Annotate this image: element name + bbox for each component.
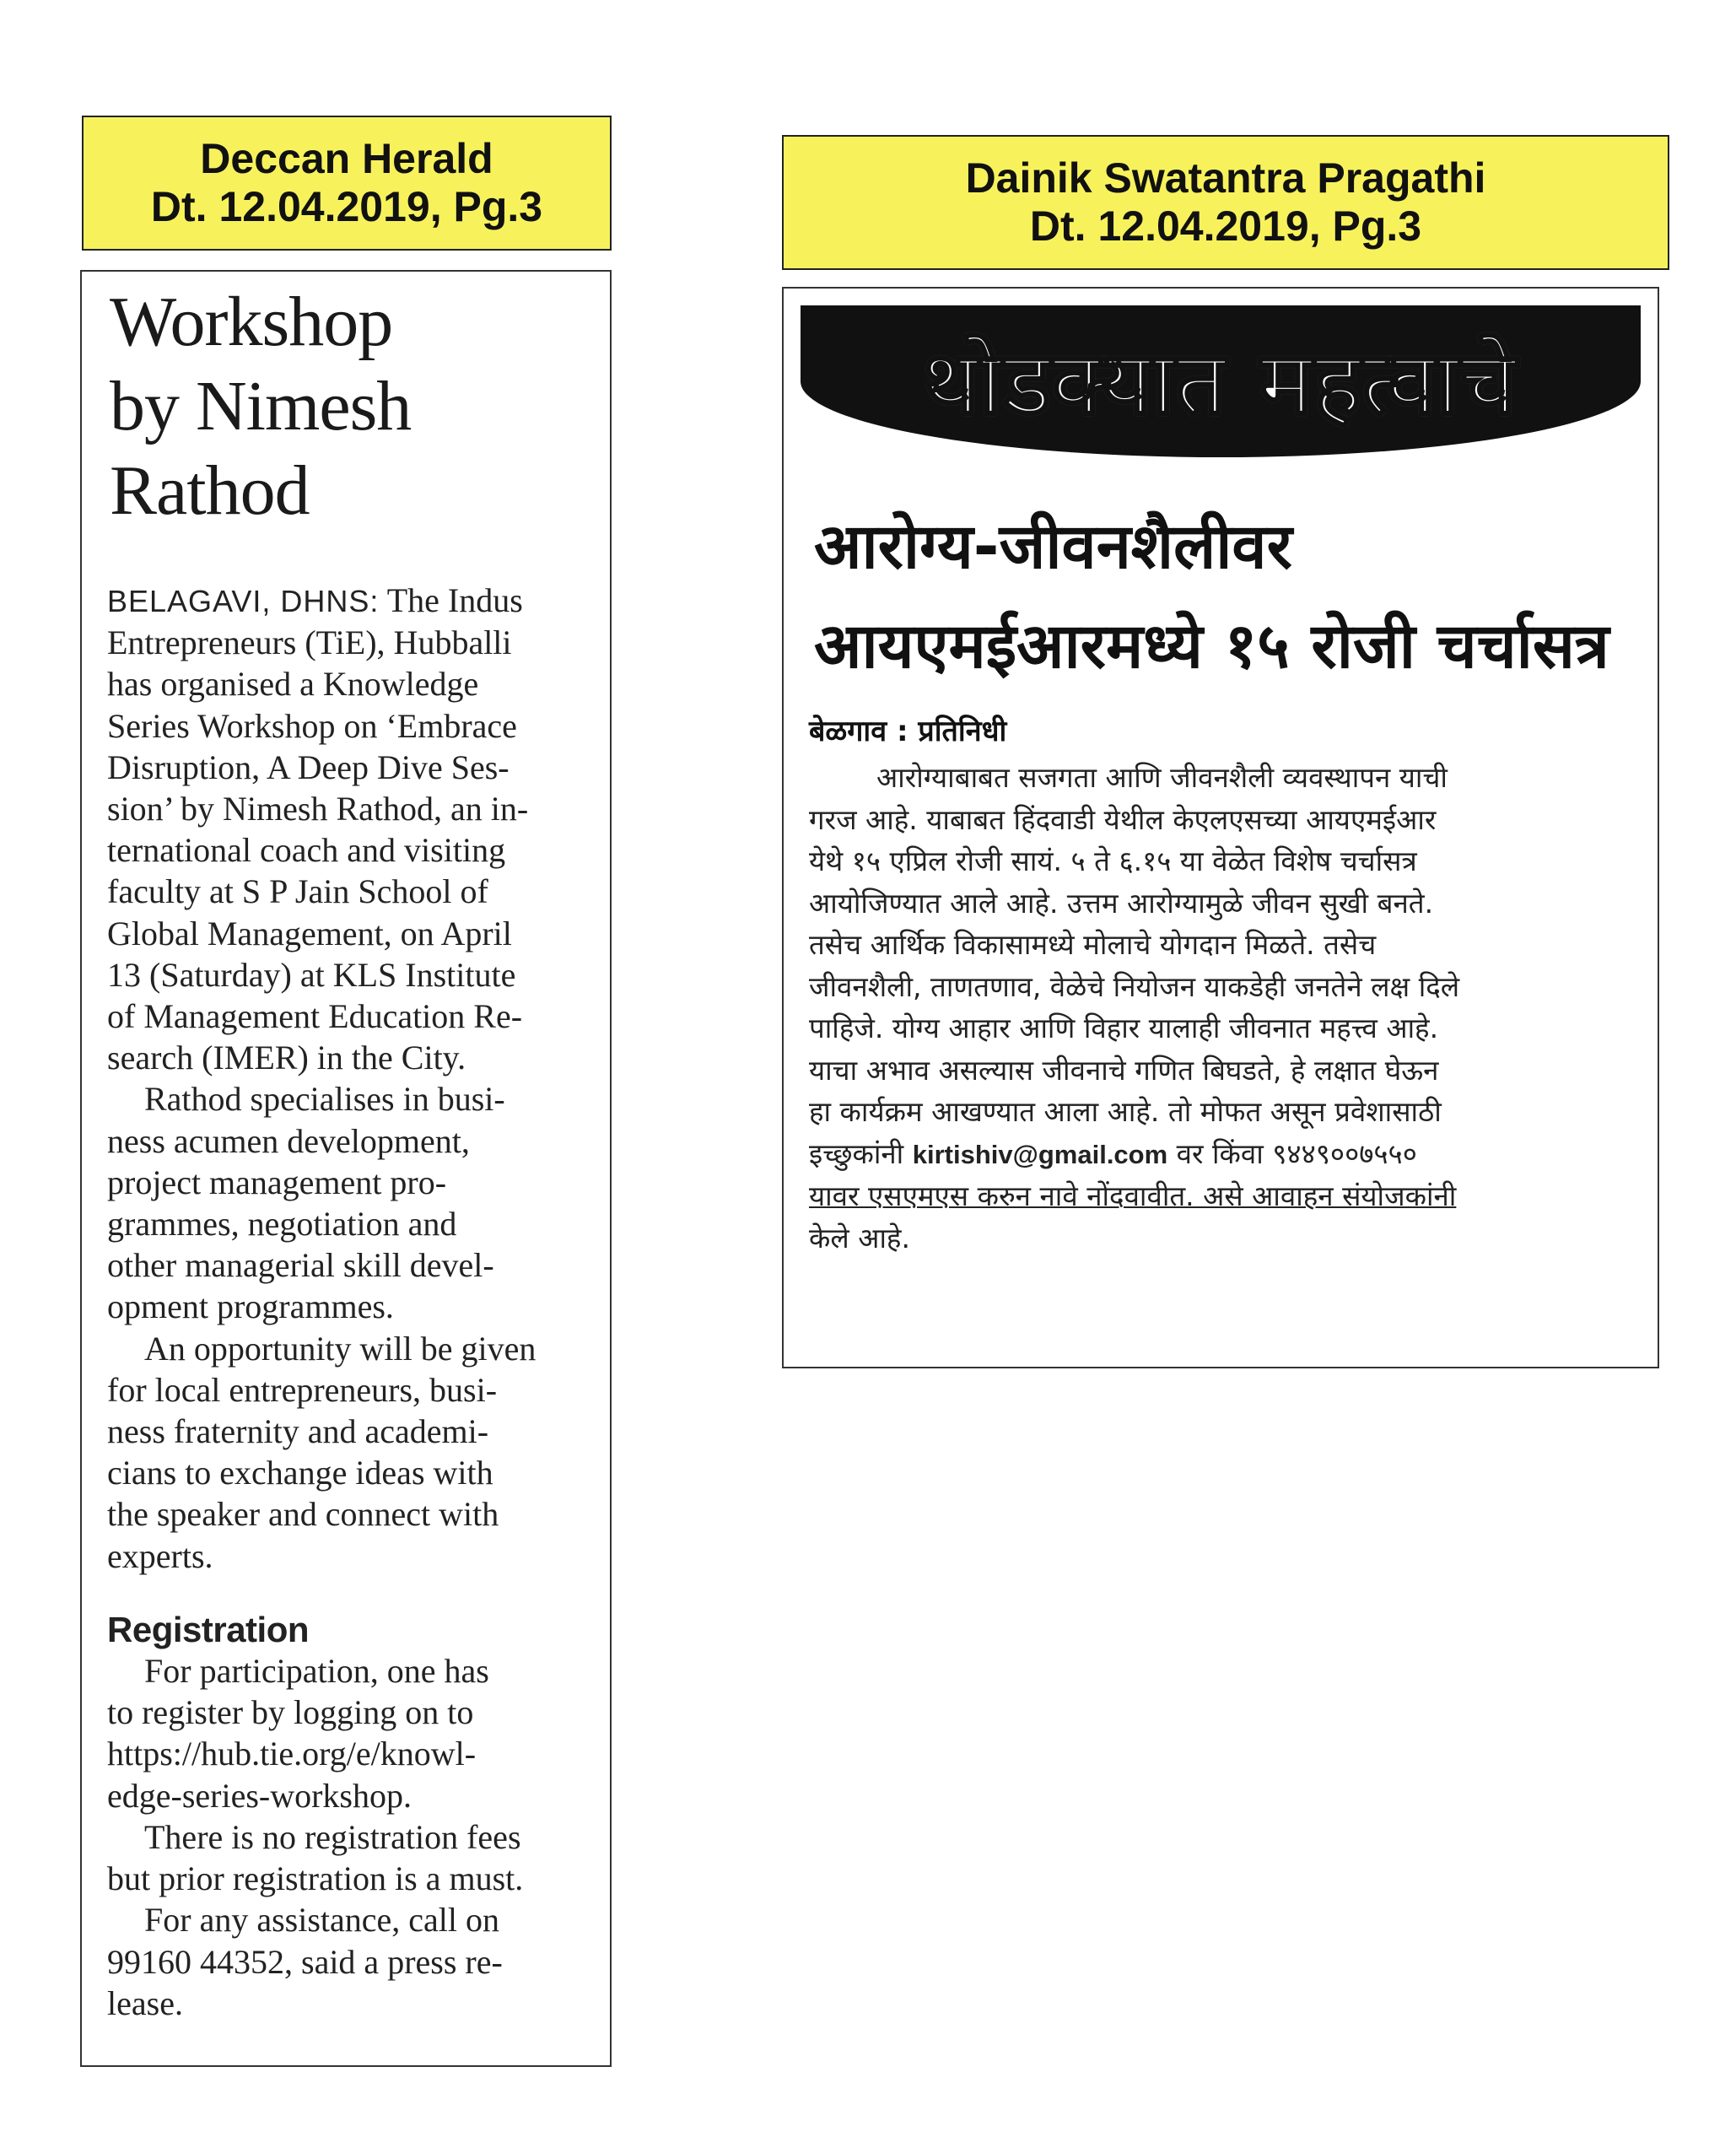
body-line: Entrepreneurs (TiE), Hubballi — [107, 623, 512, 662]
registration-subhead: Registration — [107, 1609, 310, 1649]
headline-line: by Nimesh — [110, 367, 412, 445]
body-line: For any assistance, call on — [144, 1901, 499, 1940]
article-body — [809, 757, 1636, 1259]
body-line: search (IMER) in the City. — [107, 1039, 466, 1077]
dateline: बेळगाव : प्रतिनिधी — [809, 715, 1007, 748]
body-line: has organised a Knowledge — [107, 665, 479, 704]
body-line: ness fraternity and academi- — [107, 1412, 489, 1451]
headline-line: Rathod — [110, 451, 310, 530]
body-line: lease. — [107, 1983, 183, 2022]
body-line: आरोग्याबाबत सजगता आणि जीवनशैली व्यवस्थापन याची — [876, 761, 1448, 794]
body-line: https://hub.tie.org/e/knowl- — [107, 1735, 477, 1773]
label-date: Dt. 12.04.2019, Pg.3 — [1029, 202, 1422, 250]
body-line: पाहिजे. योग्य आहार आणि विहार यालाही जीवनात महत्त्व आहे. — [809, 1012, 1439, 1044]
body-line: याचा अभाव असल्यास जीवनाचे गणित बिघडते, हे लक्षात घेऊन — [809, 1053, 1439, 1087]
body-line: इच्छुकांनी kirtishiv@gmail.com वर किंवा ९४४९००७५५० — [809, 1136, 1417, 1170]
article-headline-line2: आयएमईआरमध्ये १५ रोजी चर्चासत्र — [814, 610, 1609, 683]
headline-line: Workshop — [110, 283, 393, 361]
body-line: Disruption, A Deep Dive Ses- — [107, 747, 509, 786]
body-line: 13 (Saturday) at KLS Institute — [107, 955, 516, 994]
body-line: opment programmes. — [107, 1287, 394, 1326]
dainik-swatantra-pragathi-label — [782, 135, 1669, 270]
body-line: but prior registration is a must. — [107, 1859, 524, 1898]
body-line: Rathod specialises in busi- — [144, 1080, 505, 1119]
body-line: to register by logging on to — [107, 1693, 474, 1732]
article-headline-line1: आरोग्य-जीवनशैलीवर — [814, 510, 1292, 583]
body-line: of Management Education Re- — [107, 997, 523, 1036]
body-line: other managerial skill devel- — [107, 1246, 494, 1285]
body-line: the speaker and connect with — [107, 1495, 499, 1534]
body-line: An opportunity will be given — [144, 1329, 536, 1368]
article-body — [107, 580, 588, 2024]
body-line: Global Management, on April — [107, 914, 512, 952]
label-title: Deccan Herald — [200, 134, 493, 182]
body-line: ness acumen development, — [107, 1121, 470, 1160]
body-line: BELAGAVI, DHNS: The Indus — [107, 581, 523, 619]
body-line: project management pro- — [107, 1163, 447, 1201]
label-date: Dt. 12.04.2019, Pg.3 — [150, 183, 543, 230]
body-line: edge-series-workshop. — [107, 1776, 412, 1815]
dainik-swatantra-pragathi-clipping — [782, 287, 1659, 1368]
body-line: येथे १५ एप्रिल रोजी सायं. ५ ते ६.१५ या वेळेत विशेष चर्चासत्र — [809, 844, 1417, 877]
body-line: ternational coach and visiting — [107, 831, 506, 870]
body-line: For participation, one has — [144, 1652, 489, 1691]
body-line: हा कार्यक्रम आखण्यात आला आहे. तो मोफत असून प्रवेशासाठी — [809, 1095, 1442, 1128]
body-line: experts. — [107, 1536, 213, 1575]
body-line: गरज आहे. याबाबत हिंदवाडी येथील केएलएसच्या आयएमईआर — [809, 802, 1437, 836]
email-address: kirtishiv@gmail.com — [912, 1139, 1168, 1169]
body-line: grammes, negotiation and — [107, 1205, 457, 1244]
label-title: Dainik Swatantra Pragathi — [965, 154, 1486, 202]
body-line: 99160 44352, said a press re- — [107, 1942, 503, 1981]
body-line: faculty at S P Jain School of — [107, 872, 488, 911]
masthead-title: थोडक्यात महत्वाचे — [923, 332, 1518, 434]
body-line: यावर एसएमएस करुन नावे नोंदवावीत. असे आवाहन संयोजकांनी — [809, 1179, 1457, 1212]
section-masthead — [801, 305, 1641, 457]
body-line: for local entrepreneurs, busi- — [107, 1370, 498, 1409]
dateline: BELAGAVI, DHNS: — [107, 584, 380, 618]
body-line: आयोजिण्यात आले आहे. उत्तम आरोग्यामुळे जीवन सुखी बनते. — [809, 886, 1434, 920]
article-headline — [110, 280, 582, 533]
body-line: तसेच आर्थिक विकासामध्ये मोलाचे योगदान मिळते. तसेच — [809, 928, 1377, 961]
deccan-herald-label — [82, 116, 612, 251]
body-line: केले आहे. — [809, 1221, 910, 1255]
body-line: जीवनशैली, ताणतणाव, वेळेचे नियोजन याकडेही जनतेने लक्ष दिले — [809, 969, 1460, 1003]
body-line: Series Workshop on ‘Embrace — [107, 706, 517, 745]
body-line: There is no registration fees — [144, 1817, 521, 1856]
body-line: cians to exchange ideas with — [107, 1454, 493, 1492]
deccan-herald-clipping — [80, 270, 612, 2067]
body-line: sion’ by Nimesh Rathod, an in- — [107, 790, 529, 828]
